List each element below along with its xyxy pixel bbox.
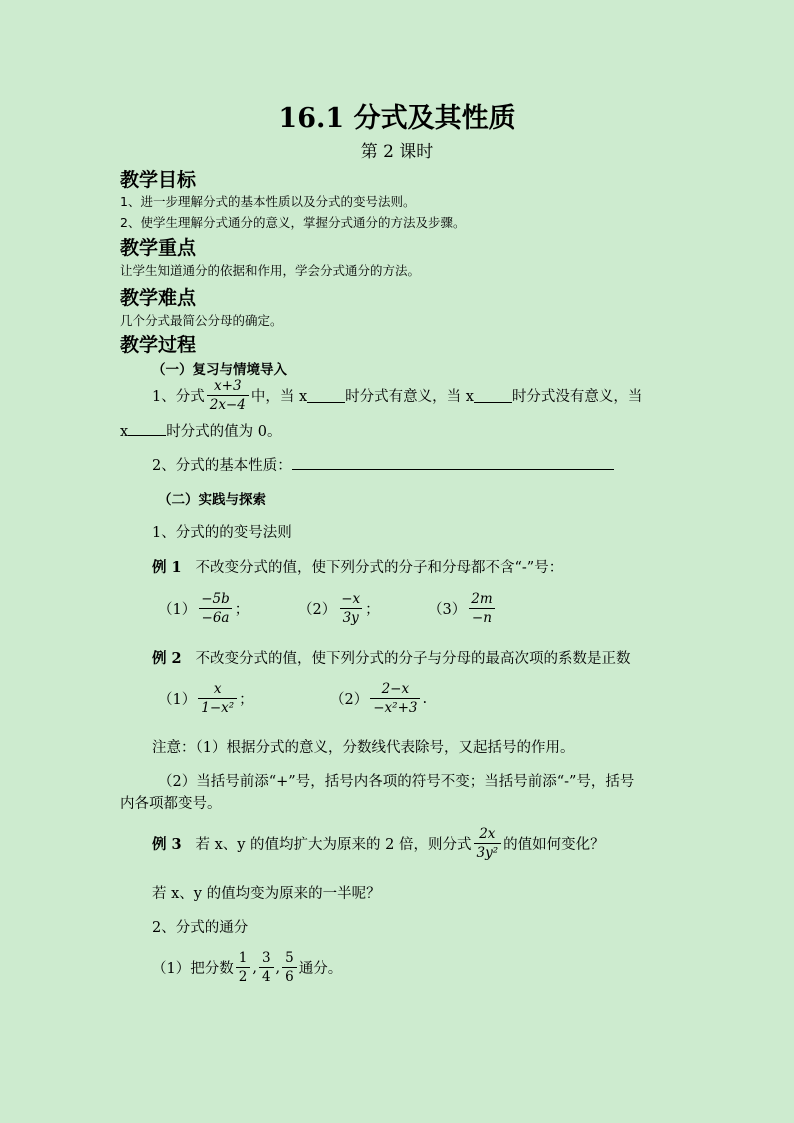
ex1-item1-numerator: −5b (201, 591, 230, 607)
goal-item-2: 2、使学生理解分式通分的意义，掌握分式通分的方法及步骤。 (120, 215, 466, 230)
last-fraction-1-denominator: 2 (236, 967, 251, 985)
question-2 (152, 454, 614, 475)
example-3-text1: 若 x、y 的值均扩大为原来的 2 倍，则分式 (195, 837, 472, 853)
note-1: 注意：（1）根据分式的意义，分数线代表除号，又起括号的作用。 (152, 740, 575, 756)
example-3 (152, 826, 605, 861)
example-2 (152, 647, 630, 668)
example-2-text: 不改变分式的值，使下列分式的分子与分母的最高次项的系数是正数 (195, 651, 631, 667)
ex1-item3-numerator: 2m (471, 591, 493, 607)
ex2-item2-tail: . (422, 690, 428, 707)
last-fraction-2 (259, 950, 274, 985)
ex1-item2-fraction (338, 591, 363, 626)
example-1-item-1 (158, 591, 249, 626)
ex1-item1-tail: ； (234, 602, 250, 618)
example-3-followup: 若 x、y 的值均变为原来的一半呢？ (152, 886, 381, 902)
q1-line2-prefix: x (120, 424, 129, 440)
q1-blank-2[interactable] (474, 388, 512, 403)
q1-fraction-numerator: x+3 (214, 378, 242, 394)
tongfen-title: 2、分式的通分 (152, 920, 249, 936)
ex1-item2-denominator: 3y (340, 608, 362, 626)
example-3-fraction (474, 826, 502, 861)
lesson-subtitle: 第 2 课时 (360, 142, 434, 162)
last-question-suffix: 通分。 (298, 961, 343, 977)
ex2-item1-denominator: 1−x² (198, 698, 237, 716)
sign-rule-title: 1、分式的的变号法则 (152, 525, 292, 541)
example-2-item-1 (158, 681, 254, 716)
goals-heading: 教学目标 (120, 169, 197, 191)
example-1-item-2 (298, 591, 380, 626)
example-1-text: 不改变分式的值，使下列分式的分子和分母都不含“-”号： (195, 560, 564, 576)
note-2-line1: （2）当括号前添“+”号，括号内各项的符号不变；当括号前添“-”号，括号 (158, 774, 635, 790)
ex1-item3-index: （3） (428, 602, 467, 618)
ex1-item3-denominator: −n (469, 608, 495, 626)
q1-blank-1[interactable] (307, 388, 345, 403)
last-fraction-1 (236, 950, 251, 985)
note-2-line2: 内各项都变号。 (120, 796, 222, 812)
difficulty-text: 几个分式最简公分母的确定。 (120, 313, 283, 328)
last-question: （1）把分数 $\frac{1}{2}$ , $\frac{3}{4}$ , $\frac{5}{6}$ 通分。 (152, 950, 343, 985)
ex2-item2-fraction (370, 681, 420, 716)
page-title: 16.1 分式及其性质 (278, 103, 516, 134)
last-fraction-3-numerator: 5 (285, 950, 294, 966)
ex2-item1-tail: ； (239, 692, 254, 708)
q1-line2-suffix: 时分式的值为 0。 (166, 424, 282, 440)
example-1-label: 例 1 (152, 559, 182, 576)
process-heading: 教学过程 (120, 334, 197, 356)
part1-title: （一）复习与情境导入 (152, 362, 287, 378)
keypoint-text: 让学生知道通分的依据和作用，学会分式通分的方法。 (120, 263, 421, 278)
example-3-text2: 的值如何变化？ (503, 837, 605, 853)
ex2-item1-fraction (198, 681, 237, 716)
ex1-item1-index: （1） (158, 602, 197, 618)
example-1-item-3 (428, 591, 498, 626)
last-fraction-1-numerator: 1 (238, 950, 248, 966)
ex2-item2-denominator: −x²+3 (370, 698, 420, 716)
q1-blank-3[interactable] (128, 421, 166, 436)
example-1 (152, 556, 563, 577)
ex1-item2-numerator: −x (341, 591, 361, 607)
q1-prefix: 1、分式 (152, 389, 205, 405)
ex2-item2-numerator: 2−x (381, 681, 410, 697)
last-fraction-2-numerator: 3 (261, 950, 271, 966)
question-1-line2 (120, 420, 282, 441)
ex1-item2-index: （2） (298, 602, 337, 618)
example-2-label: 例 2 (152, 650, 182, 667)
difficulty-heading: 教学难点 (120, 287, 197, 309)
example-3-numerator: 2x (479, 826, 496, 842)
keypoint-heading: 教学重点 (120, 237, 197, 259)
q1-fraction (207, 378, 249, 413)
question-1-line1 (152, 378, 642, 413)
last-fraction-2-denominator: 4 (259, 967, 274, 985)
q2-blank[interactable] (292, 455, 614, 470)
goal-item-1: 1、进一步理解分式的基本性质以及分式的变号法则。 (120, 194, 416, 209)
last-fraction-3-denominator: 6 (282, 967, 297, 985)
example-2-item-2 (330, 681, 427, 716)
ex2-item2-index: （2） (330, 692, 369, 708)
ex2-item1-numerator: x (213, 681, 222, 697)
q2-text: 2、分式的基本性质： (152, 458, 292, 474)
example-3-label: 例 3 (152, 836, 182, 853)
part2-title: （二）实践与探索 (158, 492, 266, 508)
last-fraction-3 (282, 950, 297, 985)
ex1-item2-tail: ； (365, 602, 380, 618)
last-question-prefix: （1）把分数 (152, 961, 234, 977)
q1-mid3: 时分式没有意义，当 (511, 389, 643, 405)
q1-mid1: 中，当 x (250, 389, 308, 405)
q1-fraction-denominator: 2x−4 (207, 395, 249, 413)
example-3-denominator: 3y² (474, 843, 502, 861)
ex1-item1-fraction (198, 591, 233, 626)
ex2-item1-index: （1） (158, 692, 197, 708)
q1-mid2: 时分式有意义，当 x (345, 389, 474, 405)
ex1-item3-fraction (468, 591, 495, 626)
ex1-item1-denominator: −6a (199, 608, 233, 626)
